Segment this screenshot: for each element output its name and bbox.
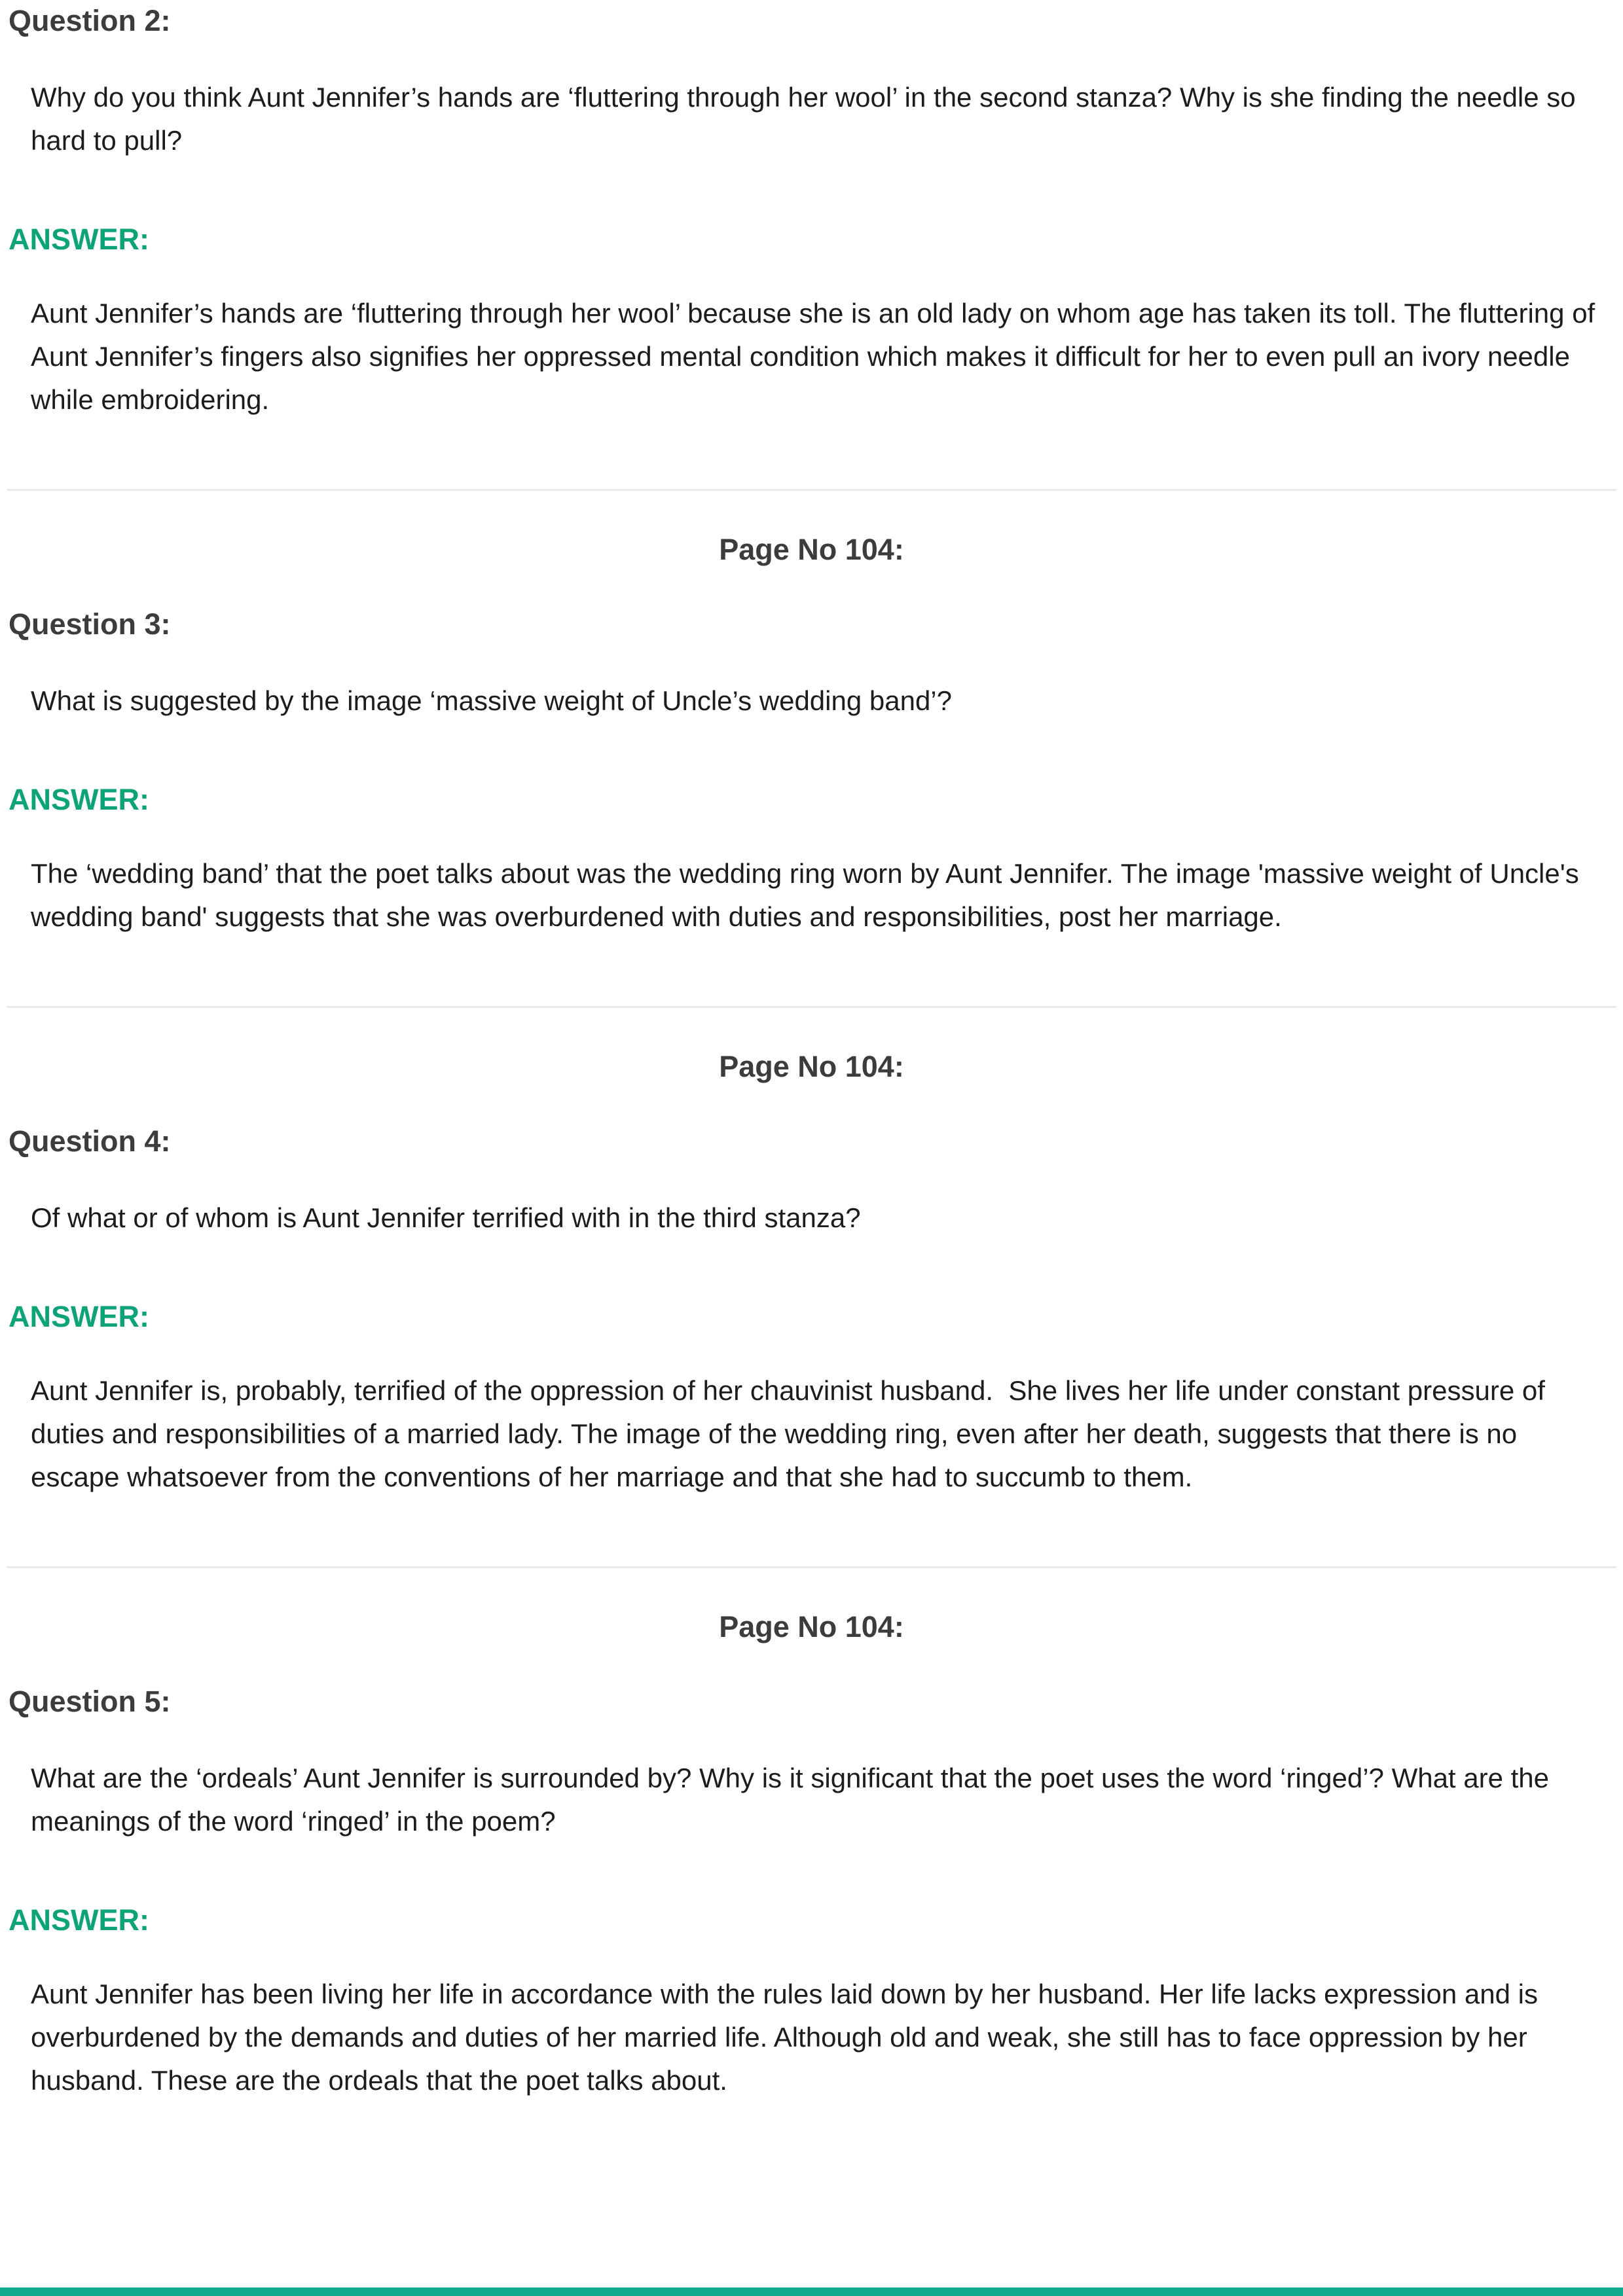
- answer-text: Aunt Jennifer is, probably, terrified of the oppression of her chauvinist husband. She lives her life under constant pressure of duties and responsibilities of a married lady. The image of the wedding ring, even after her death, suggests that there is no escape whatsoever from the conventions of her marriage and that she had to succumb to them.: [31, 1375, 1553, 1492]
- question-text: What is suggested by the image ‘massive weight of Uncle’s wedding band’?: [31, 685, 952, 716]
- answer-label: ANSWER:: [9, 783, 149, 816]
- question-heading: Question 4:: [9, 1124, 171, 1158]
- question-text: Of what or of whom is Aunt Jennifer terrified with in the third stanza?: [31, 1202, 861, 1233]
- question-text: What are the ‘ordeals’ Aunt Jennifer is surrounded by? Why is it significant that the poet uses the word ‘ringed’? What are the meanings of the word ‘ringed’ in the poem?: [31, 1763, 1557, 1837]
- answer-label: ANSWER:: [9, 1300, 149, 1333]
- answer-label: ANSWER:: [9, 223, 149, 256]
- question-text: Why do you think Aunt Jennifer’s hands are ‘fluttering through her wool’ in the second stanza? Why is she finding the needle so hard to pull?: [31, 82, 1584, 156]
- question-heading: Question 3:: [9, 607, 171, 641]
- page-number-heading: Page No 104:: [719, 533, 904, 566]
- answer-text: Aunt Jennifer’s hands are ‘fluttering through her wool’ because she is an old lady on whom age has taken its toll. The fluttering of Aunt Jennifer’s fingers also signifies her oppressed mental condition which makes it difficult for her to even pull an ivory needle while embroidering.: [31, 298, 1601, 415]
- question-heading: Question 2:: [9, 4, 171, 37]
- bottom-accent-bar: [0, 2287, 1623, 2296]
- answer-text: The ‘wedding band’ that the poet talks about was the wedding ring worn by Aunt Jennifer. The image 'massive weight of Uncle's wedding band' suggests that she was overburdened with duties and responsibilities, post her marriage.: [31, 858, 1587, 932]
- page-number-heading: Page No 104:: [719, 1050, 904, 1083]
- section-divider: [7, 489, 1616, 491]
- page-number-heading: Page No 104:: [719, 1610, 904, 1643]
- section-divider: [7, 1006, 1616, 1008]
- answer-text: Aunt Jennifer has been living her life in accordance with the rules laid down by her husband. Her life lacks expression and is overburdened by the demands and duties of her married life. Although old and weak, she still has to face oppression by her husband. These are the ordeals that the poet talks about.: [31, 1979, 1546, 2096]
- question-heading: Question 5:: [9, 1685, 171, 1718]
- section-divider: [7, 1566, 1616, 1568]
- answer-label: ANSWER:: [9, 1903, 149, 1937]
